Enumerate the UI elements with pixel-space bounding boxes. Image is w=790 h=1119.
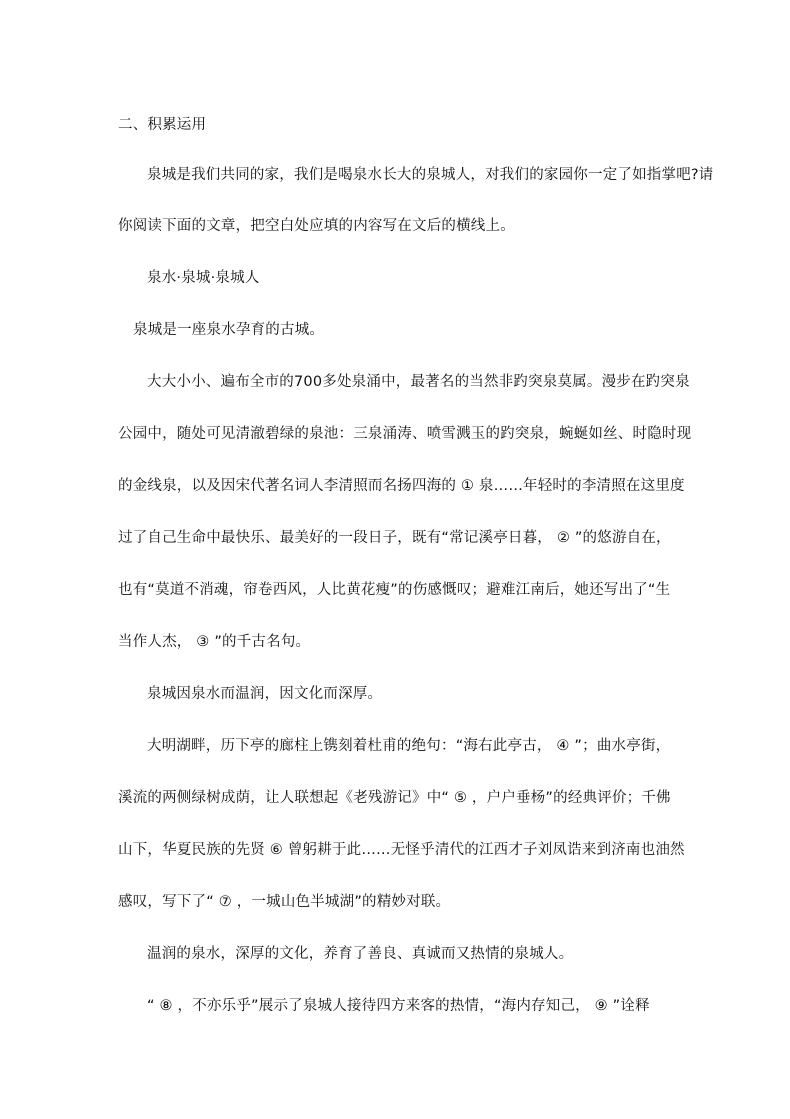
paragraph-line: 山下，华夏民族的先贤 ⑥ 曾躬耕于此……无怪乎清代的江西才子刘凤诰来到济南也油然 — [118, 842, 685, 858]
paragraph-line: 泉城因泉水而温润，因文化而深厚。 — [147, 686, 383, 702]
paragraph-line: 的金线泉，以及因宋代著名词人李清照而名扬四海的 ① 泉……年轻时的李清照在这里度 — [118, 478, 685, 494]
paragraph-line: 也有“莫道不消魂，帘卷西风，人比黄花瘦”的伤感慨叹；避难江南后，她还写出了“生 — [118, 582, 671, 598]
paragraph-line: 大明湖畔，历下亭的廊柱上镌刻着杜甫的绝句：“海右此亭古， ④ ”；曲水亭街， — [147, 738, 671, 754]
paragraph-line: 当作人杰， ③ ”的千古名句。 — [118, 634, 311, 650]
paragraph-line: “ ⑧ ，不亦乐乎”展示了泉城人接待四方来客的热情，“海内存知己， ⑨ ”诠释 — [147, 998, 650, 1014]
article-title: 泉水·泉城·泉城人 — [147, 270, 260, 286]
section-heading: 二、积累运用 — [118, 117, 207, 133]
paragraph-line: 溪流的两侧绿树成荫，让人联想起《老残游记》中“ ⑤ ，户户垂杨”的经典评价；千佛 — [118, 790, 671, 806]
paragraph-line: 大大小小、遍布全市的700多处泉涌中，最著名的当然非趵突泉莫属。漫步在趵突泉 — [147, 374, 690, 390]
paragraph-line: 过了自己生命中最快乐、最美好的一段日子，既有“常记溪亭日暮， ② ”的悠游自在， — [118, 530, 671, 546]
paragraph-line: 温润的泉水，深厚的文化，养育了善良、真诚而又热情的泉城人。 — [147, 946, 574, 962]
paragraph-line: 公园中，随处可见清澈碧绿的泉池：三泉涌涛、喷雪溅玉的趵突泉，蜿蜒如丝、时隐时现 — [118, 426, 692, 442]
paragraph-line: 感叹，写下了“ ⑦ ，一城山色半城湖”的精妙对联。 — [118, 894, 451, 910]
paragraph-line: 泉城是一座泉水孕育的古城。 — [133, 322, 325, 338]
paragraph-line-intro-2: 你阅读下面的文章，把空白处应填的内容写在文后的横线上。 — [118, 218, 515, 234]
paragraph-line-intro-1: 泉城是我们共同的家，我们是喝泉水长大的泉城人，对我们的家园你一定了如指掌吧?请 — [147, 167, 714, 183]
